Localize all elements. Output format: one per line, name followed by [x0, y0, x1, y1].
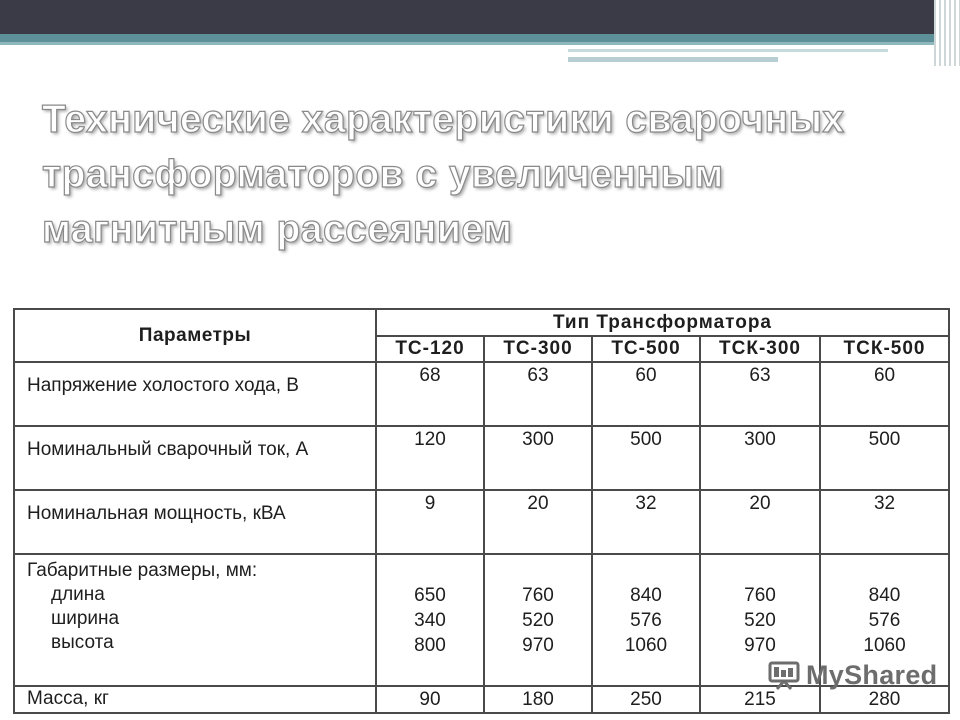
- cell-value: 280: [820, 686, 949, 713]
- decor-bar: [568, 49, 888, 52]
- cell-value: 500: [820, 426, 949, 490]
- params-header: Параметры: [14, 309, 376, 362]
- cell-value: 1060: [863, 635, 906, 656]
- cell-value: 32: [820, 490, 949, 554]
- cell-value: 576: [868, 610, 901, 631]
- watermark-text: MyShared: [806, 659, 938, 690]
- cell-dimensions: [592, 554, 700, 686]
- presentation-board-icon: [768, 659, 800, 691]
- watermark-logo: [768, 657, 937, 693]
- cell-value: 1060: [624, 635, 668, 656]
- table-row: [14, 490, 949, 554]
- cell-value: 250: [592, 686, 700, 713]
- row-label: Номинальная мощность, кВА: [14, 490, 376, 554]
- sub-label-height: высота: [51, 632, 114, 653]
- cell-value: 760: [522, 585, 554, 606]
- cell-value: 180: [484, 686, 592, 713]
- row-label: Номинальный сварочный ток, А: [14, 426, 376, 490]
- top-band: [0, 34, 960, 42]
- cell-dimensions: [376, 554, 484, 686]
- cell-value: 32: [592, 490, 700, 554]
- cell-dimensions: [484, 554, 592, 686]
- decor-bar: [568, 57, 778, 62]
- row-label: Напряжение холостого хода, В: [14, 362, 376, 426]
- cell-value: 60: [820, 362, 949, 426]
- type-name: ТС-120: [376, 336, 484, 362]
- sub-label-width: ширина: [51, 608, 120, 629]
- cell-value: 500: [592, 426, 700, 490]
- decor-stripes: [934, 0, 960, 66]
- cell-value: 340: [414, 610, 446, 631]
- sub-label-length: длина: [51, 584, 105, 605]
- cell-value: 970: [522, 635, 554, 656]
- row-label: Масса, кг: [14, 686, 376, 713]
- spec-table: [13, 308, 950, 714]
- cell-value: 300: [700, 426, 820, 490]
- cell-value: 520: [522, 610, 554, 631]
- row-label: [14, 554, 376, 686]
- cell-value: 120: [376, 426, 484, 490]
- type-name: ТСК-500: [820, 336, 949, 362]
- cell-value: 63: [700, 362, 820, 426]
- cell-value: 300: [484, 426, 592, 490]
- type-header: Тип Трансформатора: [376, 309, 949, 336]
- cell-value: 9: [376, 490, 484, 554]
- cell-value: 20: [484, 490, 592, 554]
- cell-value: 576: [630, 610, 662, 631]
- dimensions-label: Габаритные размеры, мм:: [27, 560, 258, 581]
- table-row: [14, 426, 949, 490]
- cell-value: 800: [414, 635, 446, 656]
- type-name: ТС-500: [592, 336, 700, 362]
- cell-value: 60: [592, 362, 700, 426]
- top-band-light: [0, 42, 960, 45]
- type-name: ТС-300: [484, 336, 592, 362]
- cell-value: 760: [744, 585, 776, 606]
- cell-value: 90: [376, 686, 484, 713]
- cell-value: 520: [744, 610, 776, 631]
- table-header-row: [14, 309, 949, 336]
- cell-value: 20: [700, 490, 820, 554]
- cell-value: 840: [630, 585, 662, 606]
- top-bar: [0, 0, 960, 34]
- cell-value: 970: [744, 635, 776, 656]
- slide-title: Технические характеристики сварочных трансформаторов с увеличенным магнитным рассеянием: [42, 98, 845, 251]
- cell-value: 63: [484, 362, 592, 426]
- cell-value: 68: [376, 362, 484, 426]
- cell-value: 215: [700, 686, 820, 713]
- table-row: [14, 362, 949, 426]
- type-name: ТСК-300: [700, 336, 820, 362]
- cell-value: 650: [414, 585, 446, 606]
- cell-value: 840: [868, 585, 901, 606]
